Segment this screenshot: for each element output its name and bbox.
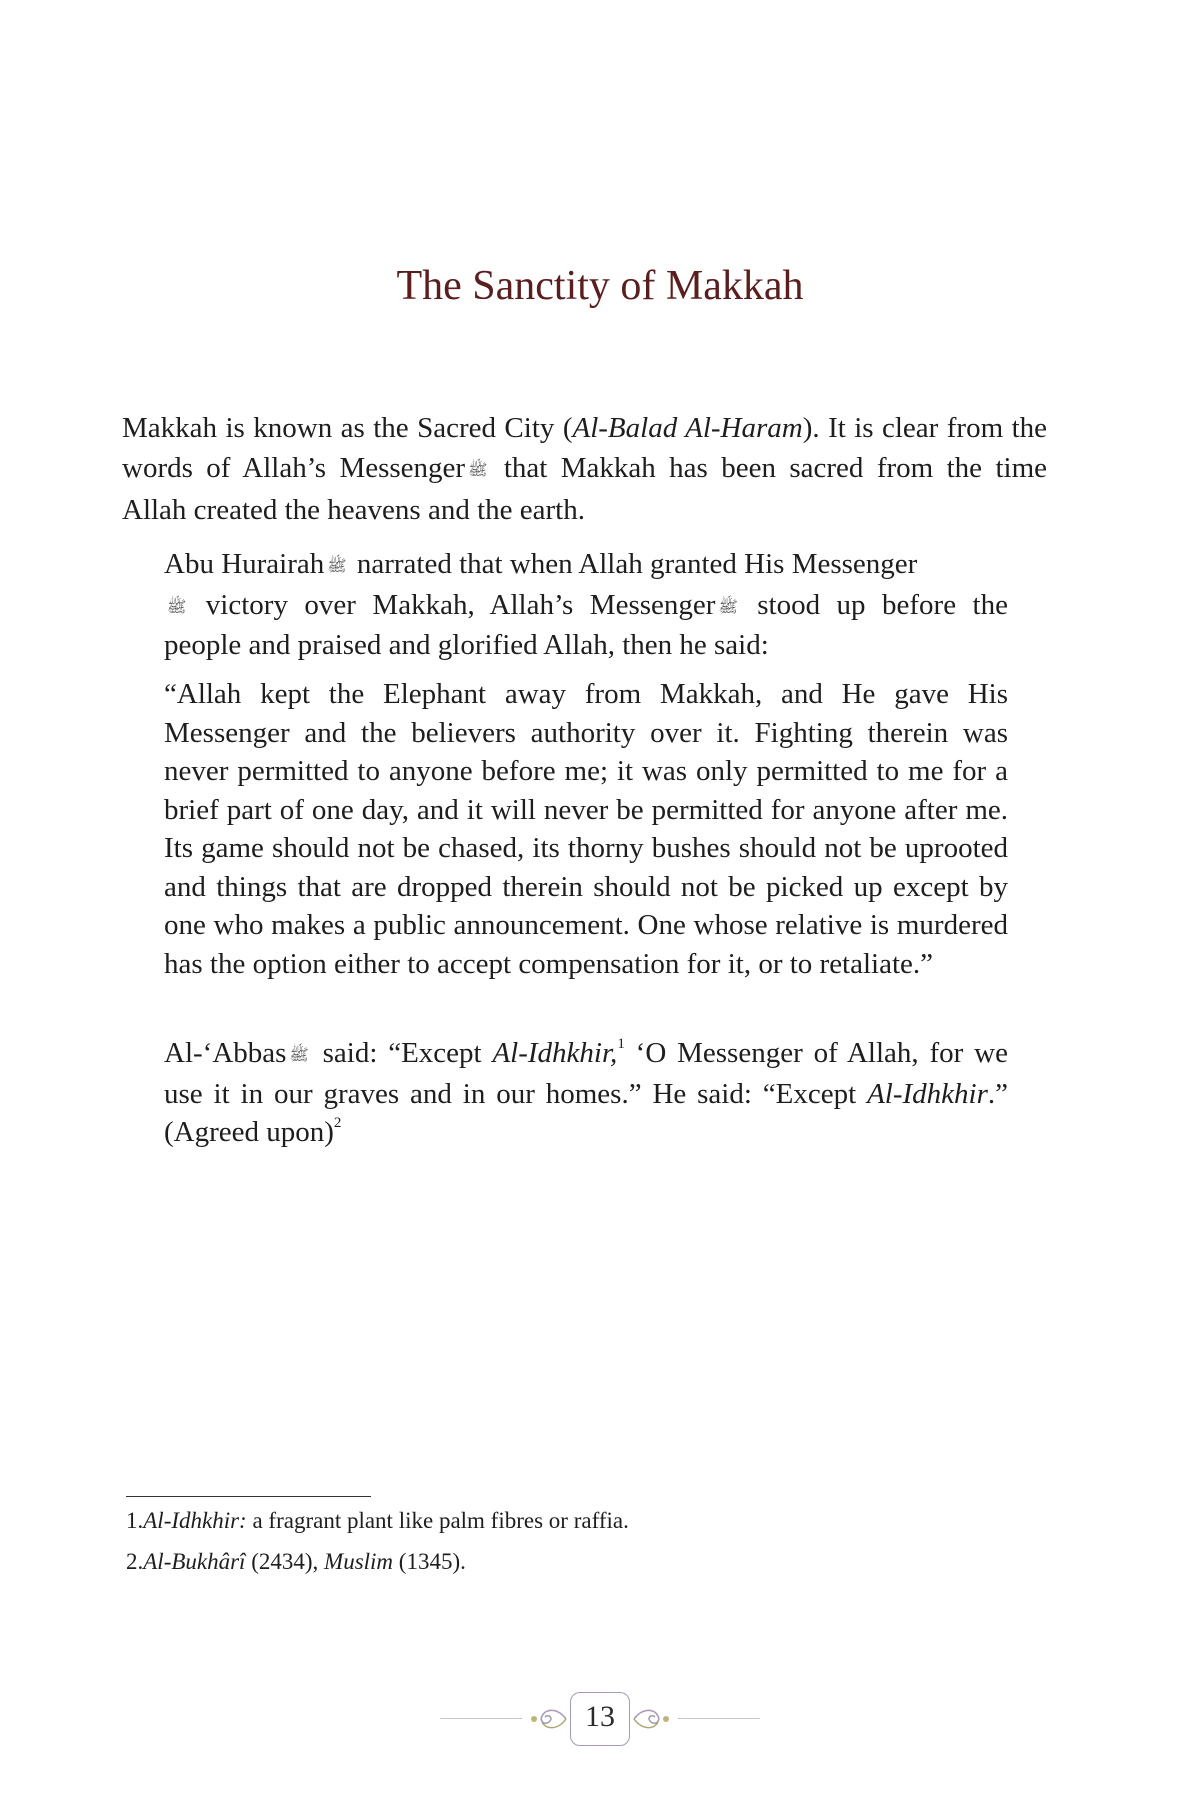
footnote-term: Al-Bukhârî bbox=[143, 1549, 246, 1574]
footnote-term: Al-Idhkhir: bbox=[143, 1508, 247, 1533]
footnote-ref-1: 1 bbox=[617, 1036, 625, 1052]
abbas-term: Al-Idhkhir bbox=[867, 1077, 988, 1110]
abbas-text: .” (Agreed upon) bbox=[164, 1077, 1008, 1148]
footnote-divider bbox=[126, 1496, 371, 1497]
companion-honorific-icon: ﷺ bbox=[327, 556, 347, 575]
ornament-line-left bbox=[440, 1718, 522, 1719]
salutation-icon: ﷺ bbox=[718, 596, 738, 616]
footnote-number: 1. bbox=[126, 1508, 144, 1533]
footnote-ref-2: 2 bbox=[333, 1115, 342, 1131]
intro-text: that Makkah has been sacred from the time Allah created the heavens and the earth. bbox=[122, 452, 1047, 526]
intro-term: Al-Balad Al-Haram bbox=[572, 412, 803, 444]
narration-paragraph bbox=[164, 545, 1008, 665]
chapter-title: The Sanctity of Makkah bbox=[396, 263, 804, 309]
abbas-paragraph bbox=[164, 1034, 1008, 1152]
salutation-icon: ﷺ bbox=[468, 460, 488, 479]
salutation-icon: ﷺ bbox=[167, 596, 187, 616]
intro-text: ). It is clear from the words of Allah’s Messenger bbox=[122, 412, 1048, 484]
abbas-text: said: “Except bbox=[311, 1037, 493, 1069]
narration-text: victory over Makkah, Allah’s Messenger bbox=[189, 588, 716, 621]
abbas-text: ‘O Messenger of Allah, for we use it in our graves and in our homes.” He said: “Except bbox=[164, 1037, 1008, 1110]
intro-paragraph bbox=[122, 408, 1047, 530]
ornament-line-right bbox=[678, 1718, 760, 1719]
page-number: 13 bbox=[585, 1700, 615, 1733]
footnote-text: a fragrant plant like palm fibres or raffia. bbox=[246, 1508, 629, 1533]
narration-text: stood up before the people and praised and glorified Allah, then he said: bbox=[164, 588, 1008, 661]
footnote-term: Muslim bbox=[324, 1549, 394, 1574]
footnote-1 bbox=[126, 1506, 629, 1536]
scroll-ornament-left-icon bbox=[528, 1704, 568, 1734]
narration-text: narrated that when Allah granted His Messenger bbox=[349, 548, 918, 580]
footnote-text: (1345). bbox=[393, 1549, 466, 1574]
intro-text: Makkah is known as the Sacred City ( bbox=[122, 412, 573, 444]
footnote-2 bbox=[126, 1547, 466, 1577]
narration-text: Abu Hurairah bbox=[164, 548, 325, 580]
abbas-text: Al-‘Abbas bbox=[164, 1037, 287, 1069]
footnote-number: 2. bbox=[126, 1549, 144, 1574]
scroll-ornament-right-icon bbox=[632, 1704, 672, 1734]
abbas-term: Al-Idhkhir, bbox=[492, 1037, 618, 1069]
footnote-text: (2434), bbox=[245, 1549, 325, 1574]
hadith-quote-paragraph: “Allah kept the Elephant away from Makkah, and He gave His Messenger and the believers authority over it. Fighting therein was never permitted to anyone before me; it was only permitted to me for a brief part of one day, and it will never be permitted for anyone after me. Its game should not be chased, its thorny bushes should not be uprooted and things that are dropped therein should not be picked up except by one who makes a public announcement. One whose relative is murdered has the option either to accept compensation for it, or to retaliate.” bbox=[164, 678, 1008, 980]
page-number-ornament bbox=[440, 1692, 760, 1746]
companion-honorific-icon: ﷺ bbox=[289, 1045, 309, 1064]
